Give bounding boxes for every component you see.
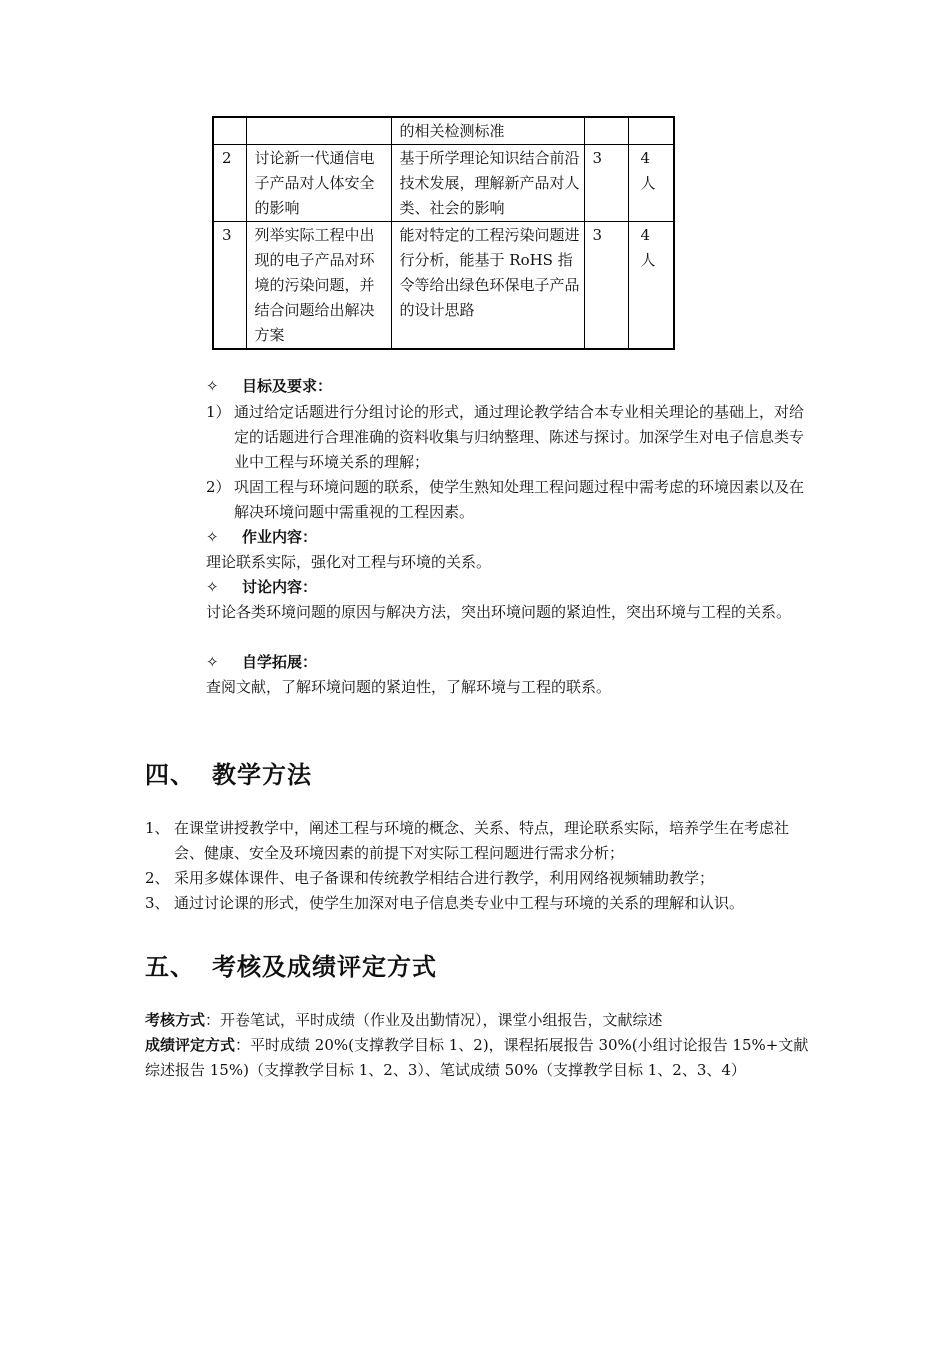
assessment-method-label: 考核方式	[145, 1011, 206, 1029]
row-hours	[584, 117, 628, 145]
grading-method-label: 成绩评定方式	[145, 1036, 236, 1054]
item-label: 3、	[145, 894, 170, 912]
item-label: 1）	[206, 403, 231, 421]
item-text: 采用多媒体课件、电子备课和传统教学相结合进行教学，利用网络视频辅助教学；	[174, 869, 715, 887]
row-hours: 3	[584, 222, 628, 350]
selfstudy-text: 查阅文献，了解环境问题的紧迫性，了解环境与工程的联系。	[206, 678, 612, 696]
diamond-bullet-icon: ✧	[206, 578, 219, 596]
row-hours: 3	[584, 145, 628, 222]
row-people	[628, 117, 674, 145]
goals-item-2	[206, 475, 816, 525]
section-title: 教学方法	[212, 761, 312, 789]
row-number: 2	[213, 145, 246, 222]
item-text: 在课堂讲授教学中，阐述工程与环境的概念、关系、特点，理论联系实际，培养学生在考虑社会、健康、安全及环境因素的前提下对实际工程问题进行需求分析；	[174, 819, 790, 862]
row-topic	[246, 117, 391, 145]
item-label: 1、	[145, 819, 170, 837]
homework-title: 作业内容：	[242, 528, 318, 546]
discussion-text: 讨论各类环境问题的原因与解决方法，突出环境问题的紧迫性，突出环境与工程的关系。	[206, 603, 792, 621]
homework-text: 理论联系实际，强化对工程与环境的关系。	[206, 553, 492, 571]
row-people: 4 人	[628, 145, 674, 222]
row-goal: 基于所学理论知识结合前沿技术发展，理解新产品对人类、社会的影响	[391, 145, 584, 222]
diamond-bullet-icon: ✧	[206, 653, 219, 671]
item-text: 巩固工程与环境问题的联系，使学生熟知处理工程问题过程中需考虑的环境因素以及在解决环境问题中需重视的工程因素。	[234, 478, 805, 521]
grading-method-text: ：平时成绩 20%(支撑教学目标 1、2)，课程拓展报告 30%(小组讨论报告 15%+文献综述报告 15%)（支撑教学目标 1、2、3）、笔试成绩 50%（支撑教学目标 1、2、3、4）	[145, 1036, 809, 1079]
activity-table	[212, 116, 675, 350]
section-number: 四、	[145, 761, 195, 789]
discussion-heading	[206, 575, 317, 600]
table-row	[213, 117, 674, 145]
selfstudy-heading	[206, 650, 317, 675]
goals-title: 目标及要求：	[242, 377, 333, 395]
assessment-method-text: ：开卷笔试，平时成绩（作业及出勤情况），课堂小组报告，文献综述	[205, 1011, 663, 1029]
row-topic: 讨论新一代通信电子产品对人体安全的影响	[246, 145, 391, 222]
section-title: 考核及成绩评定方式	[212, 953, 437, 981]
row-goal: 能对特定的工程污染问题进行分析，能基于 RoHS 指令等给出绿色环保电子产品的设计思路	[391, 222, 584, 350]
item-text: 通过给定话题进行分组讨论的形式，通过理论教学结合本专业相关理论的基础上，对给定的话题进行合理准确的资料收集与归纳整理、陈述与探讨。加深学生对电子信息类专业中工程与环境关系的理解；	[234, 403, 805, 471]
row-number: 3	[213, 222, 246, 350]
method-item-2	[145, 866, 817, 891]
homework-heading	[206, 525, 317, 550]
discussion-title: 讨论内容：	[242, 578, 318, 596]
grading-method	[145, 1033, 817, 1083]
diamond-bullet-icon: ✧	[206, 528, 219, 546]
row-people: 4 人	[628, 222, 674, 350]
row-topic: 列举实际工程中出现的电子产品对环境的污染问题，并结合问题给出解决方案	[246, 222, 391, 350]
row-number	[213, 117, 246, 145]
method-item-3	[145, 891, 817, 916]
goals-heading	[206, 374, 332, 399]
section-number: 五、	[145, 953, 195, 981]
diamond-bullet-icon: ✧	[206, 377, 219, 395]
table-row	[213, 222, 674, 350]
item-label: 2）	[206, 478, 231, 496]
selfstudy-title: 自学拓展：	[242, 653, 318, 671]
assessment-method	[145, 1008, 817, 1033]
item-label: 2、	[145, 869, 170, 887]
section-heading-assessment	[145, 947, 437, 982]
item-text: 通过讨论课的形式，使学生加深对电子信息类专业中工程与环境的关系的理解和认识。	[174, 894, 745, 912]
row-goal: 的相关检测标准	[391, 117, 584, 145]
section-heading-teaching-methods	[145, 755, 312, 790]
goals-item-1	[206, 400, 816, 475]
table-row	[213, 145, 674, 222]
method-item-1	[145, 816, 817, 866]
